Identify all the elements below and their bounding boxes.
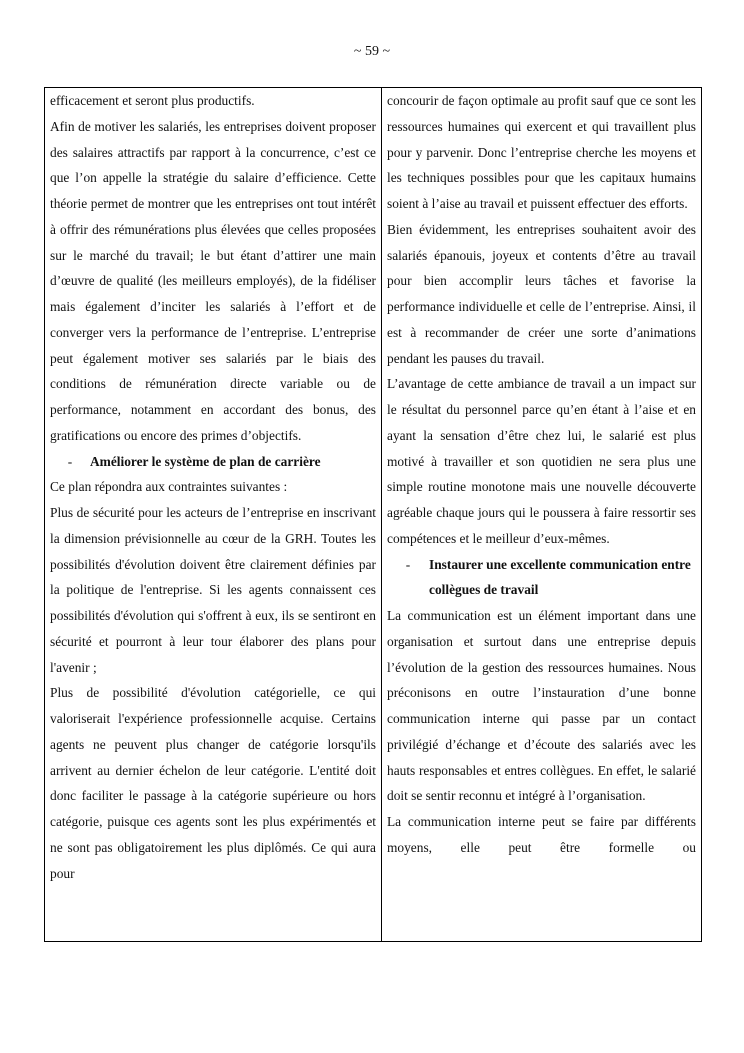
right-heading-text: Instaurer une excellente communication entre collègues de travail <box>429 556 691 598</box>
bullet-dash: - <box>405 556 411 572</box>
bullet-dash: - <box>67 453 73 469</box>
two-column-table <box>44 87 702 942</box>
left-section-heading <box>50 449 376 475</box>
right-paragraph-3: L’avantage de cette ambiance de travail a un impact sur le résultat du personnel parce qu’en étant à l’aise et en ayant la sensation d’être chez lui, le salarié est plus motivé à travailler et son quotidien ne sera plus une simple routine monotone mais une nouvelle découverte agréable chaque jours qui le poussera à faire ressortir ses compétences et le meilleur d’eux-mêmes. <box>387 376 696 546</box>
left-paragraph-4: Plus de sécurité pour les acteurs de l’entreprise en inscrivant la dimension prévisionnelle au cœur de la GRH. Toutes les possibilités d'évolution doivent être clairement définies par la politique de l'entreprise. Si les agents connaissent ces possibilités d'évolution qui s'offrent à eux, ils se sentiront en sécurité et pourront à leur tour élaborer des plans pour l'avenir ; <box>50 505 376 675</box>
left-column <box>45 88 382 941</box>
page-number: ~ 59 ~ <box>353 44 391 59</box>
right-column <box>382 88 701 941</box>
right-paragraph-2: Bien évidemment, les entreprises souhaitent avoir des salariés épanouis, joyeux et contents d’être au travail pour bien accomplir leurs tâches et favorise la performance individuelle et celle de l’entreprise. Ainsi, il est à recommander de créer une sorte d’animations pendant les pauses du travail. <box>387 221 696 366</box>
right-paragraph-5: La communication interne peut se faire par différents moyens, elle peut être formelle ou <box>387 814 696 855</box>
right-paragraph-4: La communication est un élément important dans une organisation et surtout dans une entreprise depuis l’évolution de la gestion des ressources humaines. Nous préconisons en outre l’instauration d’une bonne communication interne qui passe par un contact privilégié d’échange et d’écoute des salariés avec les hauts responsables et entres collègues. En effet, le salarié doit se sentir reconnu et intégré à l’organisation. <box>387 608 696 804</box>
left-paragraph-5: Plus de possibilité d'évolution catégorielle, ce qui valoriserait l'expérience professionnelle acquise. Certains agents ne peuvent plus changer de catégorie lorsqu'ils arrivent au dernier échelon de leur catégorie. L'entité doit donc faciliter le passage à la catégorie supérieure ou hors catégorie, puisque ces agents sont les plus expérimentés et ne sont pas obligatoirement les plus diplômés. Ce qui aura pour <box>50 685 376 881</box>
left-paragraph-1: efficacement et seront plus productifs. <box>50 93 255 108</box>
right-section-heading <box>387 552 696 604</box>
left-paragraph-3: Ce plan répondra aux contraintes suivantes : <box>50 479 288 495</box>
left-heading-text: Améliorer le système de plan de carrière <box>90 453 321 469</box>
left-paragraph-2: Afin de motiver les salariés, les entreprises doivent proposer des salaires attractifs par rapport à la concurrence, c’est ce que l’on appelle la stratégie du salaire d’efficience. Cette théorie permet de montrer que les entreprises ont tout intérêt à offrir des rémunérations plus élevées que celles proposées sur le marché du travail; le but étant d’attirer une main d’œuvre de qualité (les meilleurs employés), de la fidéliser mais également d’inciter les salariés à l’effort et de converger vers la performance de l’entreprise. L’entreprise peut également motiver ses salariés par le biais des conditions de rémunération directe variable ou de performance, notamment en accordant des bonus, des gratifications ou encore des primes d’objectifs. <box>50 118 376 443</box>
right-paragraph-1: concourir de façon optimale au profit sauf que ce sont les ressources humaines qui exercent et qui travaillent plus pour y parvenir. Donc l’entreprise cherche les moyens et les techniques possibles pour que les capitaux humains soient à l’aise au travail et puissent effectuer des efforts. <box>387 93 696 211</box>
